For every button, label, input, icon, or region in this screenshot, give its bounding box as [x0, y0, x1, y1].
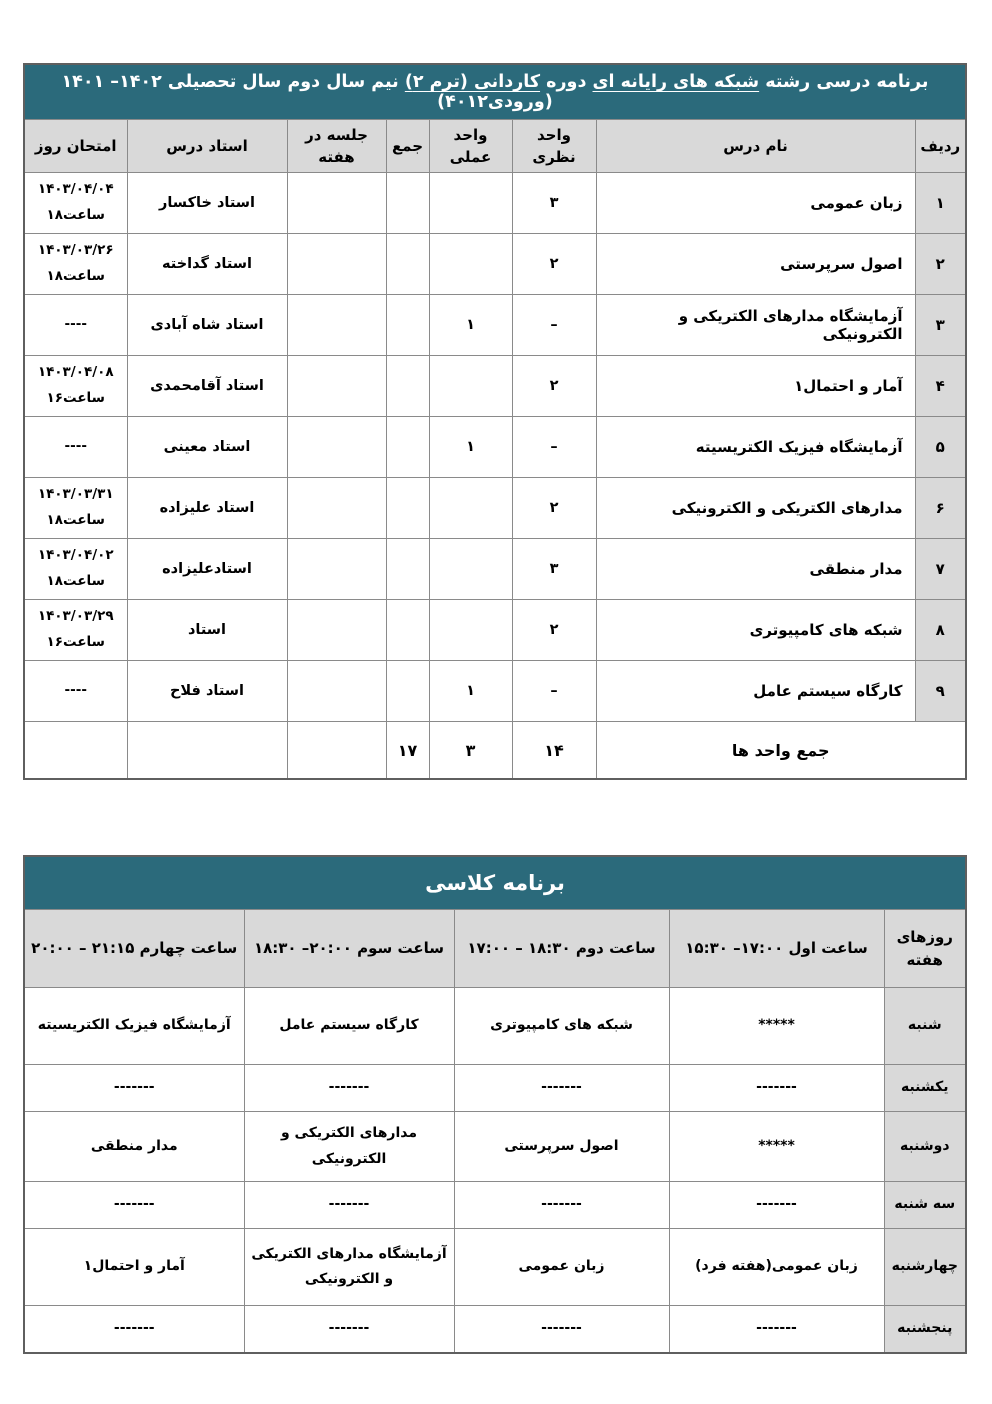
exam-cell	[24, 600, 127, 661]
slot2-class: اصول سرپرستی	[454, 1112, 669, 1182]
title-seg: دوره	[540, 72, 593, 92]
row-number: ۶	[915, 478, 966, 539]
course-row	[24, 478, 966, 539]
exam-cell	[24, 234, 127, 295]
practical-units: ۱	[429, 661, 512, 722]
totals-theory: ۱۴	[512, 722, 596, 780]
exam-cell	[24, 661, 127, 722]
row-number: ۷	[915, 539, 966, 600]
course-row	[24, 295, 966, 356]
course-row	[24, 173, 966, 234]
slot1-class: -------	[669, 1182, 884, 1229]
total-units	[386, 356, 429, 417]
slot3-class: مدارهای الکتریکی و الکترونیکی	[244, 1112, 454, 1182]
class-table-title: برنامه کلاسی	[24, 856, 966, 910]
exam-date: ----	[64, 682, 87, 699]
day-label: چهارشنبه	[884, 1229, 966, 1306]
course-table-title-row	[24, 64, 966, 120]
course-name: آزمایشگاه فیزیک الکتریسیته	[596, 417, 915, 478]
course-row	[24, 661, 966, 722]
total-units	[386, 539, 429, 600]
row-number: ۳	[915, 295, 966, 356]
course-name: مدار منطقی	[596, 539, 915, 600]
exam-cell	[24, 173, 127, 234]
header-course: نام درس	[596, 120, 915, 173]
title-seg: نیم سال دوم سال تحصیلی ۱۴۰۲– ۱۴۰۱ (ورودی۴۰۱۲)	[61, 72, 553, 112]
exam-cell	[24, 295, 127, 356]
exam-cell	[24, 539, 127, 600]
totals-sessions	[287, 722, 386, 780]
instructor: استاد آقامحمدی	[127, 356, 287, 417]
practical-units: ۱	[429, 417, 512, 478]
schedule-row-tuesday	[24, 1182, 966, 1229]
sessions	[287, 417, 386, 478]
slot3-class: کارگاه سیستم عامل	[244, 988, 454, 1065]
sessions	[287, 356, 386, 417]
theory-units: ۳	[512, 539, 596, 600]
slot4-class: مدار منطقی	[24, 1112, 244, 1182]
instructor: استاد فلاح	[127, 661, 287, 722]
practical-units	[429, 173, 512, 234]
exam-time: ساعت۱۶	[46, 390, 105, 406]
exam-date: ۱۴۰۳/۰۴/۰۴	[37, 181, 114, 198]
course-name: مدارهای الکتریکی و الکترونیکی	[596, 478, 915, 539]
slot2-class: -------	[454, 1065, 669, 1112]
day-label: سه شنبه	[884, 1182, 966, 1229]
practical-units	[429, 356, 512, 417]
sessions	[287, 600, 386, 661]
exam-cell	[24, 417, 127, 478]
theory-units: –	[512, 661, 596, 722]
day-label: یکشنبه	[884, 1065, 966, 1112]
class-table-title-row	[24, 856, 966, 910]
instructor: استاد گداخته	[127, 234, 287, 295]
practical-units	[429, 478, 512, 539]
class-table-header-row	[24, 910, 966, 988]
header-row-no: ردیف	[915, 120, 966, 173]
slot2-class: -------	[454, 1182, 669, 1229]
total-units	[386, 417, 429, 478]
total-units	[386, 478, 429, 539]
header-slot1: ساعت اول ۱۷:۰۰– ۱۵:۳۰	[669, 910, 884, 988]
exam-date: ۱۴۰۳/۰۳/۳۱	[37, 486, 114, 503]
course-table	[23, 63, 967, 780]
course-name: کارگاه سیستم عامل	[596, 661, 915, 722]
row-number: ۸	[915, 600, 966, 661]
practical-units: ۱	[429, 295, 512, 356]
course-name: زبان عمومی	[596, 173, 915, 234]
sessions	[287, 173, 386, 234]
sessions	[287, 295, 386, 356]
slot4-class: -------	[24, 1182, 244, 1229]
sessions	[287, 478, 386, 539]
slot4-class: -------	[24, 1065, 244, 1112]
totals-row	[24, 722, 966, 780]
exam-time: ساعت۱۸	[46, 207, 105, 223]
exam-date: ۱۴۰۳/۰۴/۰۲	[37, 547, 114, 564]
exam-date: ----	[64, 316, 87, 333]
slot3-class: -------	[244, 1065, 454, 1112]
exam-date: ۱۴۰۳/۰۳/۲۹	[37, 608, 114, 625]
sessions	[287, 539, 386, 600]
exam-time: ساعت۱۸	[46, 573, 105, 589]
slot3-class: -------	[244, 1182, 454, 1229]
instructor: استاد معینی	[127, 417, 287, 478]
exam-time: ساعت۱۸	[46, 268, 105, 284]
totals-practical: ۳	[429, 722, 512, 780]
exam-cell	[24, 356, 127, 417]
slot1-class: زبان عمومی(هفته فرد)	[669, 1229, 884, 1306]
header-total-units: جمع	[386, 120, 429, 173]
theory-units: –	[512, 295, 596, 356]
course-name: اصول سرپرستی	[596, 234, 915, 295]
course-name: آزمایشگاه مدارهای الکتریکی و الکترونیکی	[596, 295, 915, 356]
totals-instructor	[127, 722, 287, 780]
total-units	[386, 234, 429, 295]
slot1-class: -------	[669, 1306, 884, 1354]
slot4-class: آزمایشگاه فیزیک الکتریسیته	[24, 988, 244, 1065]
header-instructor: استاد درس	[127, 120, 287, 173]
course-row	[24, 356, 966, 417]
row-number: ۴	[915, 356, 966, 417]
slot3-class: -------	[244, 1306, 454, 1354]
title-major-underlined: شبکه های رایانه ای	[592, 72, 760, 92]
row-number: ۹	[915, 661, 966, 722]
slot1-class: -------	[669, 1065, 884, 1112]
schedule-row-sunday	[24, 1065, 966, 1112]
course-name: آمار و احتمال۱	[596, 356, 915, 417]
schedule-row-saturday	[24, 988, 966, 1065]
course-row	[24, 539, 966, 600]
day-label: شنبه	[884, 988, 966, 1065]
header-week-days: روزهای هفته	[884, 910, 966, 988]
slot3-class: آزمایشگاه مدارهای الکتریکی و الکترونیکی	[244, 1229, 454, 1306]
title-degree-underlined: کاردانی (ترم ۲)	[404, 72, 541, 92]
total-units	[386, 600, 429, 661]
instructor: استادعلیزاده	[127, 539, 287, 600]
course-row	[24, 417, 966, 478]
exam-time: ساعت۱۶	[46, 634, 105, 650]
slot2-class: شبکه های کامپیوتری	[454, 988, 669, 1065]
header-slot3: ساعت سوم ۲۰:۰۰– ۱۸:۳۰	[244, 910, 454, 988]
exam-date: ----	[64, 438, 87, 455]
slot4-class: -------	[24, 1306, 244, 1354]
header-slot2: ساعت دوم ۱۸:۳۰ – ۱۷:۰۰	[454, 910, 669, 988]
sessions	[287, 661, 386, 722]
schedule-row-thursday	[24, 1306, 966, 1354]
row-number: ۵	[915, 417, 966, 478]
instructor: استاد شاه آبادی	[127, 295, 287, 356]
slot1-class: *****	[669, 1112, 884, 1182]
totals-label: جمع واحد ها	[596, 722, 966, 780]
schedule-row-monday	[24, 1112, 966, 1182]
practical-units	[429, 539, 512, 600]
course-row	[24, 234, 966, 295]
row-number: ۲	[915, 234, 966, 295]
exam-date: ۱۴۰۳/۰۳/۲۶	[37, 242, 114, 259]
exam-date: ۱۴۰۳/۰۴/۰۸	[37, 364, 114, 381]
slot2-class: -------	[454, 1306, 669, 1354]
slot2-class: زبان عمومی	[454, 1229, 669, 1306]
course-table-title	[24, 64, 966, 120]
schedule-row-wednesday	[24, 1229, 966, 1306]
theory-units: ۲	[512, 478, 596, 539]
header-exam-day: امتحان روز	[24, 120, 127, 173]
totals-exam	[24, 722, 127, 780]
header-sessions: جلسه در هفته	[287, 120, 386, 173]
totals-sum: ۱۷	[386, 722, 429, 780]
instructor: استاد	[127, 600, 287, 661]
total-units	[386, 295, 429, 356]
practical-units	[429, 234, 512, 295]
exam-cell	[24, 478, 127, 539]
total-units	[386, 661, 429, 722]
total-units	[386, 173, 429, 234]
sessions	[287, 234, 386, 295]
header-theory-units: واحد نظری	[512, 120, 596, 173]
theory-units: –	[512, 417, 596, 478]
exam-time: ساعت۱۸	[46, 512, 105, 528]
row-number: ۱	[915, 173, 966, 234]
theory-units: ۲	[512, 600, 596, 661]
instructor: استاد خاکسار	[127, 173, 287, 234]
course-table-header-row	[24, 120, 966, 173]
instructor: استاد علیزاده	[127, 478, 287, 539]
day-label: پنجشنبه	[884, 1306, 966, 1354]
theory-units: ۲	[512, 234, 596, 295]
title-seg: برنامه درسی رشته	[759, 72, 929, 92]
practical-units	[429, 600, 512, 661]
course-name: شبکه های کامپیوتری	[596, 600, 915, 661]
header-practical-units: واحد عملی	[429, 120, 512, 173]
header-slot4: ساعت چهارم ۲۱:۱۵ – ۲۰:۰۰	[24, 910, 244, 988]
slot4-class: آمار و احتمال۱	[24, 1229, 244, 1306]
theory-units: ۲	[512, 356, 596, 417]
theory-units: ۳	[512, 173, 596, 234]
course-row	[24, 600, 966, 661]
class-schedule-table	[23, 855, 967, 1354]
day-label: دوشنبه	[884, 1112, 966, 1182]
slot1-class: *****	[669, 988, 884, 1065]
